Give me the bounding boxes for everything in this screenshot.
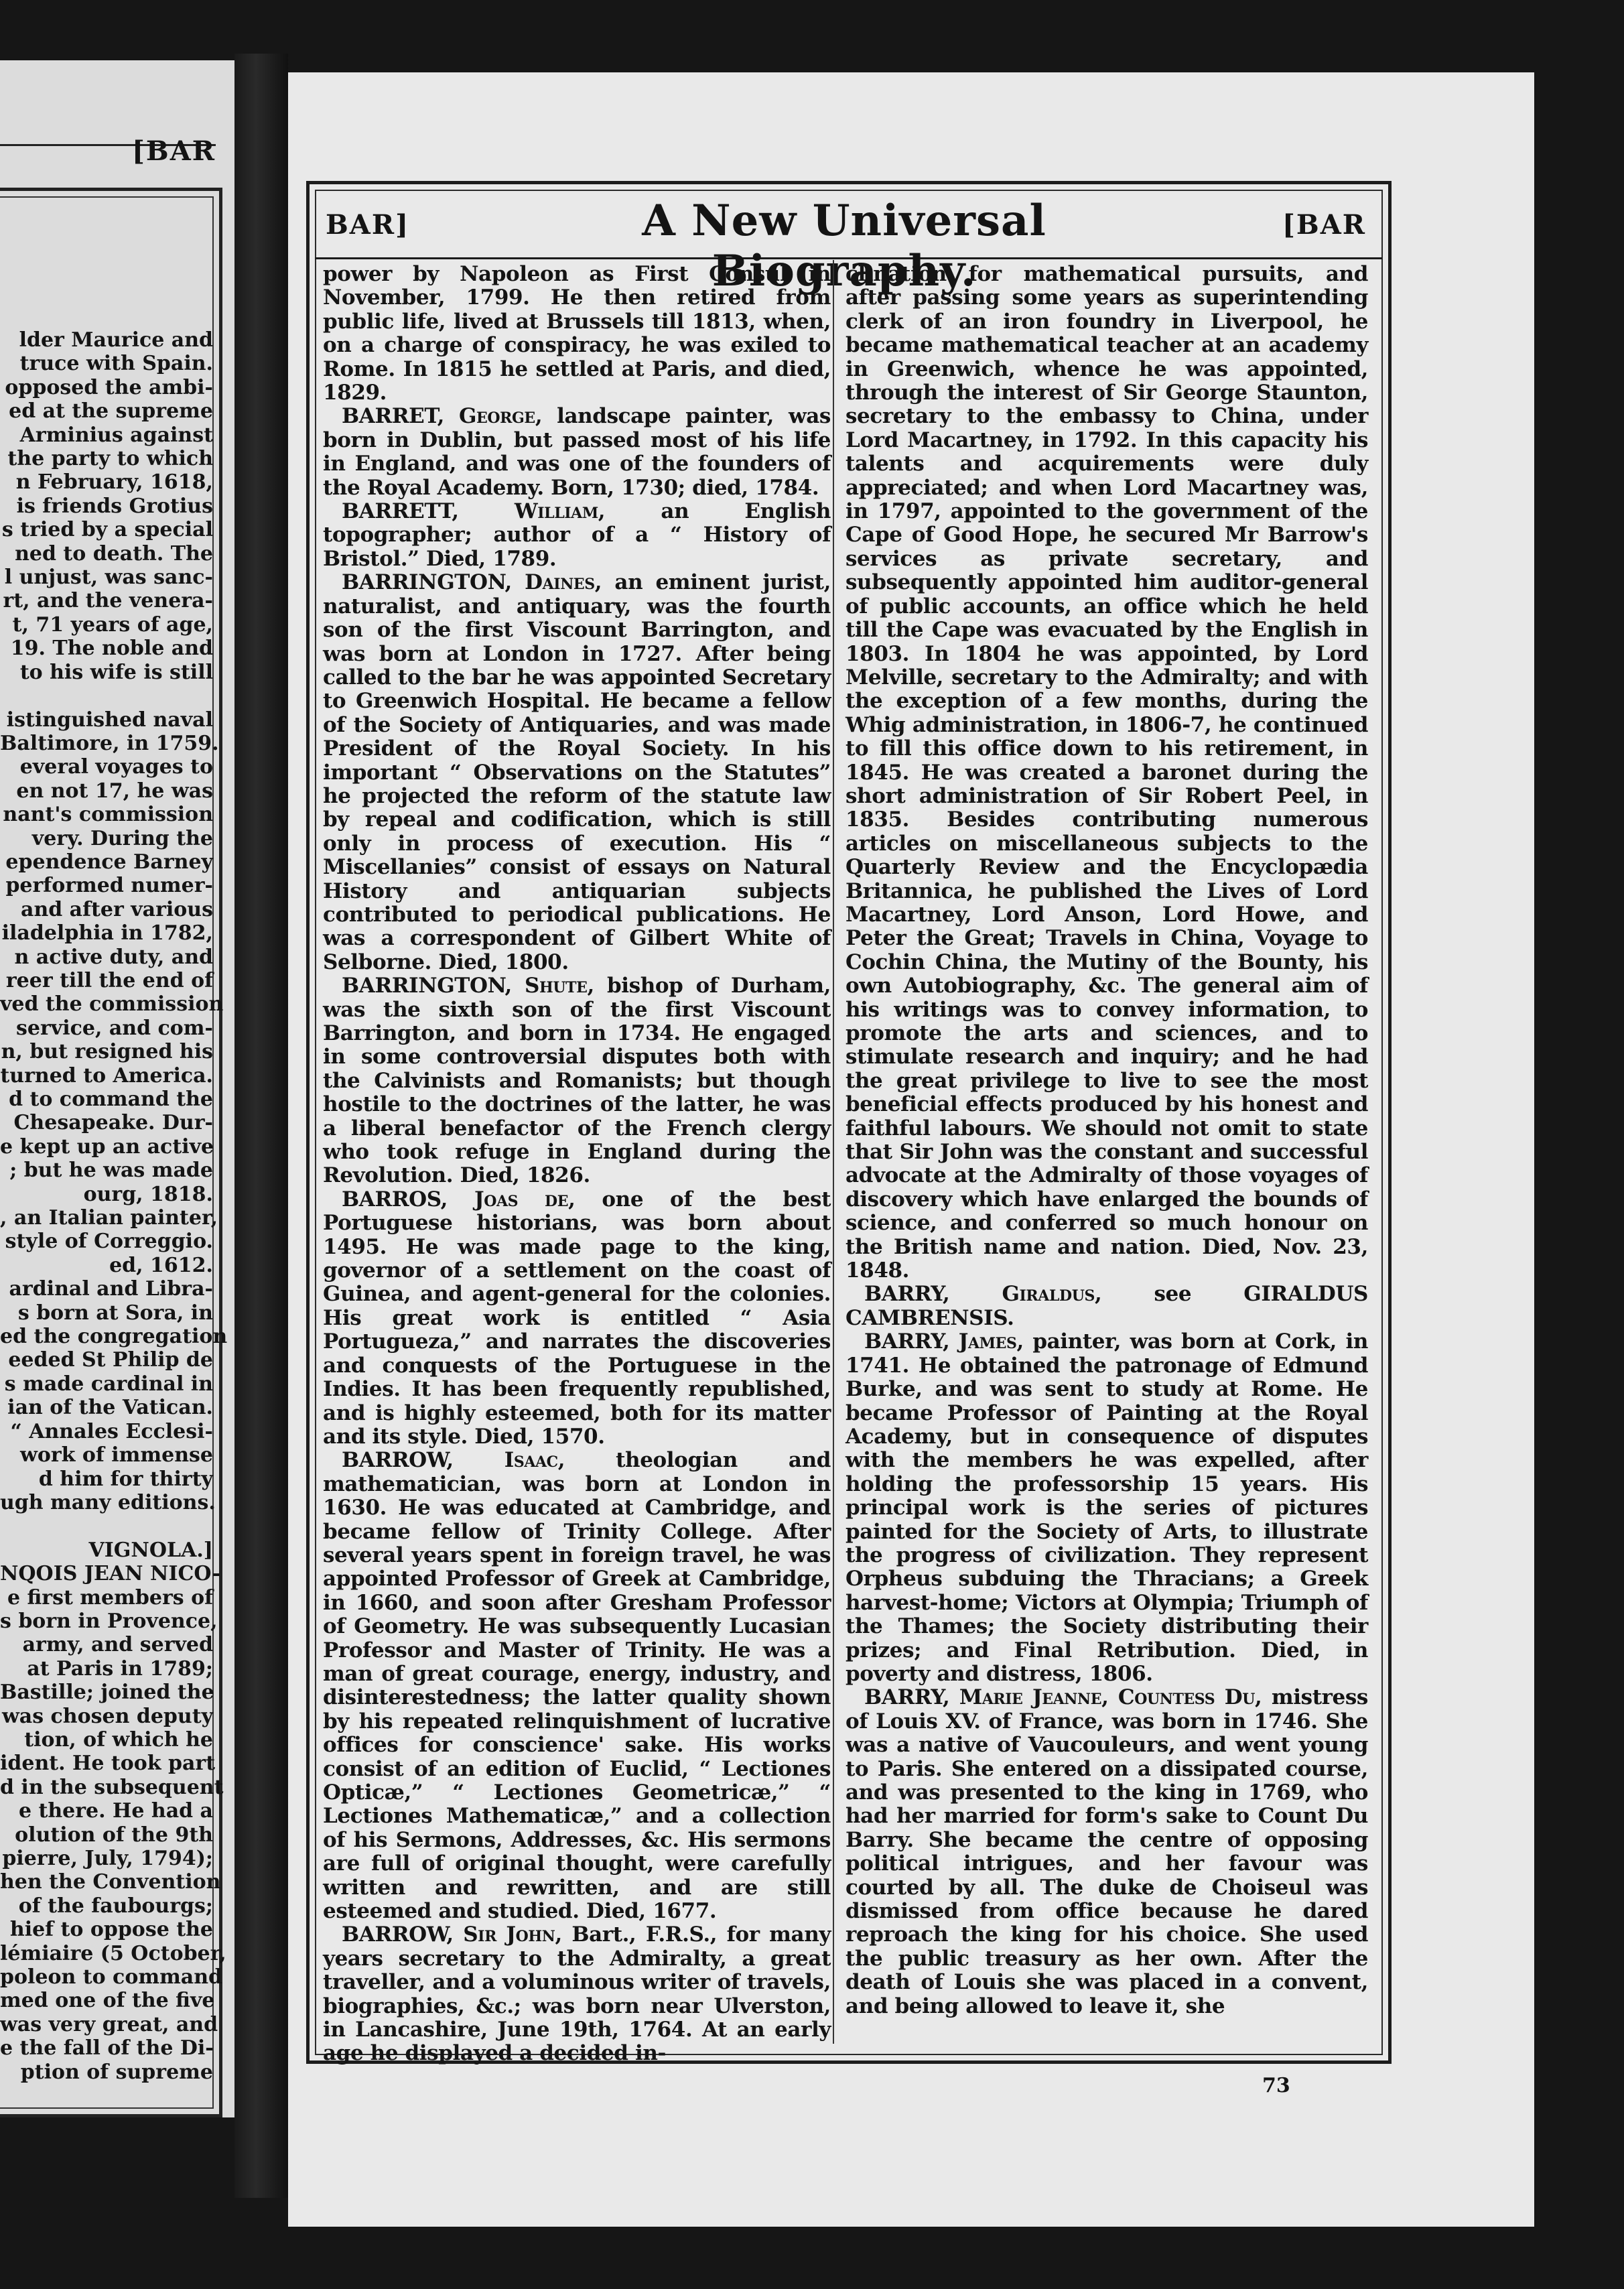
text-column-right bbox=[845, 263, 1368, 2018]
entry-surname: BARRINGTON, bbox=[342, 974, 525, 998]
entry-surname: BARROS, bbox=[342, 1187, 474, 1212]
entry-given-name: Joas de bbox=[474, 1187, 569, 1212]
previous-page-line: s born at Sora, in bbox=[17, 1301, 213, 1325]
previous-page-line: and after various bbox=[21, 897, 213, 921]
previous-page-line: , an Italian painter, bbox=[0, 1206, 218, 1230]
entry-surname: BARRY, bbox=[864, 1282, 1002, 1307]
previous-page-line: ourg, 1818. bbox=[83, 1182, 213, 1206]
entry-text: power by Napoleon as First Consul in November, 1799. He then retired from public life, lived at Brussels till 1813, when, on a charge of conspiracy, he was exiled to Rome. In 1815 he settled at Paris, and died, 1829. bbox=[323, 262, 831, 405]
biography-entry bbox=[845, 263, 1368, 1283]
previous-page-line: truce with Spain. bbox=[19, 352, 213, 376]
previous-page-line: ned to death. The bbox=[15, 541, 213, 566]
entry-surname: BARRY, bbox=[864, 1685, 959, 1710]
previous-page-line: n active duty, and bbox=[14, 945, 213, 969]
previous-page-line: reer till the end of bbox=[5, 968, 213, 992]
entry-given-name: Shute bbox=[525, 974, 588, 998]
entry-text: , Bart., F.R.S., for many years secretary to the Admiralty, a great traveller, and a voluminous writer of travels, biographies, &c.; was born near Ulverston, in Lancashire, June 19th, 1764. At an early age he displayed a decided in- bbox=[323, 1922, 831, 2066]
previous-page-line: t, 71 years of age, bbox=[12, 612, 213, 637]
previous-page-line: rt, and the venera- bbox=[3, 589, 213, 613]
entry-given-name: Sir John bbox=[463, 1922, 555, 1947]
entry-surname: BARRET, bbox=[342, 404, 459, 429]
previous-page-line: very. During the bbox=[31, 826, 213, 850]
entry-given-name: Daines bbox=[525, 570, 595, 595]
column-divider bbox=[833, 260, 834, 2044]
previous-page-line: e first members of bbox=[7, 1585, 213, 1610]
previous-page-line: n, but resigned his bbox=[1, 1040, 213, 1064]
previous-page-line: Baltimore, in 1759. bbox=[0, 731, 219, 755]
previous-page-line: hief to oppose the bbox=[9, 1918, 213, 1942]
previous-page-line: 19. The noble and bbox=[10, 637, 213, 661]
biography-entry bbox=[323, 1188, 831, 1449]
entry-given-name: William bbox=[514, 499, 598, 524]
entry-given-name: James bbox=[958, 1329, 1017, 1354]
previous-page-line: ardinal and Libra- bbox=[9, 1277, 213, 1301]
entry-surname: BARRY, bbox=[864, 1329, 959, 1354]
biography-entry bbox=[323, 1449, 831, 1923]
biography-entry bbox=[845, 1330, 1368, 1686]
entry-text: , painter, was born at Cork, in 1741. He obtained the patronage of Edmund Burke, and was sent to study at Rome. He became Professor of Painting at the Royal Academy, but in consequence of disputes with the members he was expelled, after holding the professorship 15 years. His principal work is the series of pictures painted for the Society of Arts, to illustrate the progress of civilization. They represent Orpheus subduing the Thracians; a Greek harvest-home; Victors at Olympia; Triumph of the Thames; the Society distributing their prizes; and Final Retribution. Died, in poverty and distress, 1806. bbox=[845, 1329, 1368, 1686]
previous-page-line: at Paris in 1789; bbox=[27, 1656, 213, 1681]
previous-page-line: s tried by a special bbox=[1, 518, 213, 542]
previous-page-line: opposed the ambi- bbox=[5, 375, 213, 399]
previous-page-line: istinguished naval bbox=[6, 708, 213, 732]
previous-page-line: “ Annales Ecclesi- bbox=[10, 1419, 213, 1443]
previous-page-line: med one of the five bbox=[0, 1989, 215, 2013]
biography-entry bbox=[323, 1923, 831, 2065]
previous-page-line: is friends Grotius bbox=[16, 494, 213, 518]
previous-page-line: performed numer- bbox=[5, 874, 213, 898]
page-number: 73 bbox=[1262, 2074, 1290, 2097]
text-column-left bbox=[323, 263, 831, 2066]
previous-page-line bbox=[0, 684, 213, 708]
previous-page-line: was chosen deputy bbox=[1, 1704, 213, 1728]
previous-page-line: everal voyages to bbox=[19, 755, 213, 779]
previous-page-line: Chesapeake. Dur- bbox=[13, 1111, 213, 1135]
previous-page-line: work of immense bbox=[20, 1443, 213, 1467]
previous-page-line: d him for thirty bbox=[38, 1467, 213, 1491]
previous-page-line: l unjust, was sanc- bbox=[4, 566, 213, 590]
previous-page-line: Arminius against bbox=[19, 423, 213, 447]
previous-page-line: was very great, and bbox=[0, 2012, 218, 2036]
entry-surname: BARROW, bbox=[342, 1922, 464, 1947]
previous-page-line: e there. He had a bbox=[18, 1799, 213, 1823]
previous-page-line: d to command the bbox=[9, 1088, 213, 1111]
previous-page-line: nant's commission bbox=[3, 803, 213, 827]
previous-page-line: lder Maurice and bbox=[19, 328, 213, 352]
previous-page-text bbox=[0, 328, 228, 2084]
entry-given-name: Giraldus bbox=[1002, 1282, 1095, 1307]
previous-page-line: the party to which bbox=[7, 447, 213, 471]
previous-page-line: ed the congregation bbox=[0, 1325, 228, 1349]
previous-page-line: ed at the supreme bbox=[9, 399, 213, 423]
entry-surname: BARRETT, bbox=[342, 499, 515, 524]
previous-page-line: ependence Barney bbox=[5, 850, 213, 874]
entry-text: , one of the best Portuguese historians, was born about 1495. He was made page to the king, governor of a settlement on the coast of Guinea, and agent-general for the colonies. His great work is entitled “ Asia Portugueza,” and narrates the discoveries and conquests of the Portuguese in the Indies. It has been frequently republished, and is highly esteemed, both for its matter and its style. Died, 1570. bbox=[323, 1187, 831, 1449]
previous-page-line: e the fall of the Di- bbox=[0, 2036, 214, 2061]
previous-page bbox=[0, 60, 234, 2117]
entry-text: clination for mathematical pursuits, and after passing some years as superintending clerk of an iron foundry in Liverpool, he became mathematical teacher at an academy in Greenwich, whence he was appointed, through the interest of Sir George Staunton, secretary to the embassy to China, under Lord Macartney, in 1792. In this capacity his talents and acquirements were duly appreciated; and when Lord Macartney was, in 1797, appointed to the government of the Cape of Good Hope, he secured Mr Barrow's services as private secretary, and subsequently appointed him auditor-general of public accounts, an office which he held till the Cape was evacuated by the English in 1803. In 1804 he was appointed, by Lord Melville, secretary to the Admiralty; and with the exception of a few months, during the Whig administration, in 1806-7, he continued to fill this office down to his retirement, in 1845. He was created a baronet during the short administration of Sir Robert Peel, in 1835. Besides contributing numerous articles on miscellaneous subjects to the Quarterly Review and the Encyclopædia Britannica, he published the Lives of Lord Macartney, Lord Anson, Lord Howe, and Peter the Great; Travels in China, Voyage to Cochin China, the Mutiny of the Bounty, his own Autobiography, &c. The general aim of his writings was to convey information, to promote the arts and sciences, and to stimulate research and inquiry; and he had the great privilege to live to see the most beneficial effects produced by his honest and faithful labours. We should not omit to state that Sir John was the constant and successful advocate at the Admiralty of those voyages of discovery which have enlarged the bounds of science, and conferred so much honour on the British name and nation. Died, Nov. 23, 1848. bbox=[845, 262, 1368, 1283]
entry-text: , bishop of Durham, was the sixth son of the first Viscount Barrington, and born in 1734. He engaged in some controversial disputes both with the Calvinists and Romanists; but though hostile to the doctrines of the latter, he was a liberal benefactor of the French clergy who took refuge in England during the Revolution. Died, 1826. bbox=[323, 974, 831, 1188]
previous-page-line: Bastille; joined the bbox=[0, 1681, 214, 1705]
previous-page-line: d in the subsequent bbox=[0, 1775, 224, 1799]
entry-given-name: George bbox=[458, 404, 535, 429]
previous-page-line: n February, 1618, bbox=[15, 470, 213, 495]
previous-page-line: ved the commission bbox=[0, 992, 224, 1017]
entry-given-name: Marie Jeanne, Countess Du bbox=[959, 1685, 1256, 1710]
previous-page-line: iladelphia in 1782, bbox=[1, 921, 213, 945]
biography-entry bbox=[323, 974, 831, 1188]
previous-page-line: e kept up an active bbox=[0, 1134, 214, 1159]
previous-page-line: ident. He took part bbox=[0, 1752, 216, 1776]
biography-entry bbox=[845, 1283, 1368, 1330]
entry-given-name: Isaac bbox=[504, 1448, 558, 1473]
entry-surname: BARRINGTON, bbox=[342, 570, 525, 595]
previous-page-line: s born in Provence, bbox=[0, 1609, 218, 1633]
previous-page-line: s made cardinal in bbox=[4, 1372, 213, 1396]
running-head-left: BAR] bbox=[326, 209, 410, 241]
previous-page-line: army, and served bbox=[22, 1633, 213, 1657]
biography-entry bbox=[323, 405, 831, 500]
previous-page-line: VIGNOLA.] bbox=[88, 1538, 213, 1562]
page-title: A New Universal Biography. bbox=[642, 196, 1046, 296]
previous-page-line: ; but he was made bbox=[9, 1159, 213, 1183]
previous-page-line: poleon to command bbox=[0, 1965, 223, 1989]
previous-page-line: turned to America. bbox=[0, 1063, 213, 1088]
previous-page-line: ption of supreme bbox=[20, 2060, 213, 2084]
previous-page-line: NQOIS JEAN NICO- bbox=[0, 1562, 221, 1586]
entry-text: , landscape painter, was born in Dublin, but passed most of his life in England, and was one of the founders of the Royal Academy. Born, 1730; died, 1784. bbox=[323, 404, 831, 500]
previous-page-line: hen the Convention bbox=[0, 1870, 221, 1894]
previous-page-line: ugh many editions. bbox=[0, 1490, 216, 1514]
previous-page-line: ian of the Vatican. bbox=[7, 1396, 213, 1420]
previous-page-line: of the faubourgs; bbox=[18, 1894, 213, 1918]
biography-entry bbox=[845, 1686, 1368, 2018]
entry-surname: BARROW, bbox=[342, 1448, 504, 1473]
book-gutter bbox=[234, 54, 288, 2198]
biography-entry bbox=[323, 571, 831, 974]
biography-entry bbox=[323, 500, 831, 571]
entry-text: , an English topographer; author of a “ History of Bristol.” Died, 1789. bbox=[323, 499, 831, 571]
previous-page-line: to his wife is still bbox=[19, 660, 213, 684]
previous-page-line bbox=[0, 1514, 213, 1538]
previous-page-line: tion, of which he bbox=[24, 1727, 213, 1752]
previous-page-line: pierre, July, 1794); bbox=[2, 1847, 213, 1870]
previous-page-line: lémiaire (5 October, bbox=[0, 1941, 226, 1965]
previous-page-line: eeded St Philip de bbox=[8, 1348, 213, 1372]
entry-text: , mistress of Louis XV. of France, was born in 1746. She was a native of Vaucouleurs, and went young to Paris. She entered on a dissipated course, and was presented to the king in 1769, who had her married for form's sake to Count Du Barry. She became the centre of opposing political intrigues, and her favour was courted by all. The duke de Choiseul was dismissed from office because he dared reproach the king for his choice. She used the public treasury as her own. After the death of Louis she was placed in a convent, and being allowed to leave it, she bbox=[845, 1685, 1368, 2018]
entry-text: , see GIRALDUS CAMBRENSIS. bbox=[845, 1282, 1368, 1330]
previous-page-line: olution of the 9th bbox=[15, 1823, 213, 1847]
biography-entry bbox=[323, 263, 831, 405]
previous-page-line: service, and com- bbox=[16, 1016, 213, 1040]
running-head-right: [BAR bbox=[1282, 209, 1366, 241]
previous-page-line: style of Correggio. bbox=[5, 1230, 213, 1254]
entry-text: , an eminent jurist, naturalist, and antiquary, was the fourth son of the first Viscount Barrington, and was born at London in 1727. After being called to the bar he was appointed Secretary to Greenwich Hospital. He became a fellow of the Society of Antiquaries, and was made President of the Royal Society. In his important “ Observations on the Statutes” he projected the reform of the statute law by repeal and codification, which is still only in process of execution. His “ Miscellanies” consist of essays on Natural History and antiquarian subjects contributed to periodical publications. He was a correspondent of Gilbert White of Selborne. Died, 1800. bbox=[323, 570, 831, 974]
previous-page-line: en not 17, he was bbox=[16, 779, 213, 803]
previous-page-header: [BAR bbox=[131, 135, 216, 167]
previous-page-line: ed, 1612. bbox=[109, 1253, 213, 1277]
entry-text: , theologian and mathematician, was born at London in 1630. He was educated at Cambridge, and became fellow of Trinity College. After several years spent in foreign travel, he was appointed Professor of Greek at Cambridge, in 1660, and soon after Gresham Professor of Geometry. He was subsequently Lucasian Professor and Master of Trinity. He was a man of great courage, energy, industry, and disinterestedness; the latter quality shown by his repeated relinquishment of lucrative offices for conscience' sake. His works consist of an edition of Euclid, “ Lectiones Opticæ,” “ Lectiones Geometricæ,” “ Lectiones Mathematicæ,” and a collection of his Sermons, Addresses, &c. His sermons are full of original thought, were carefully written and rewritten, and are still esteemed and studied. Died, 1677. bbox=[323, 1448, 831, 1924]
